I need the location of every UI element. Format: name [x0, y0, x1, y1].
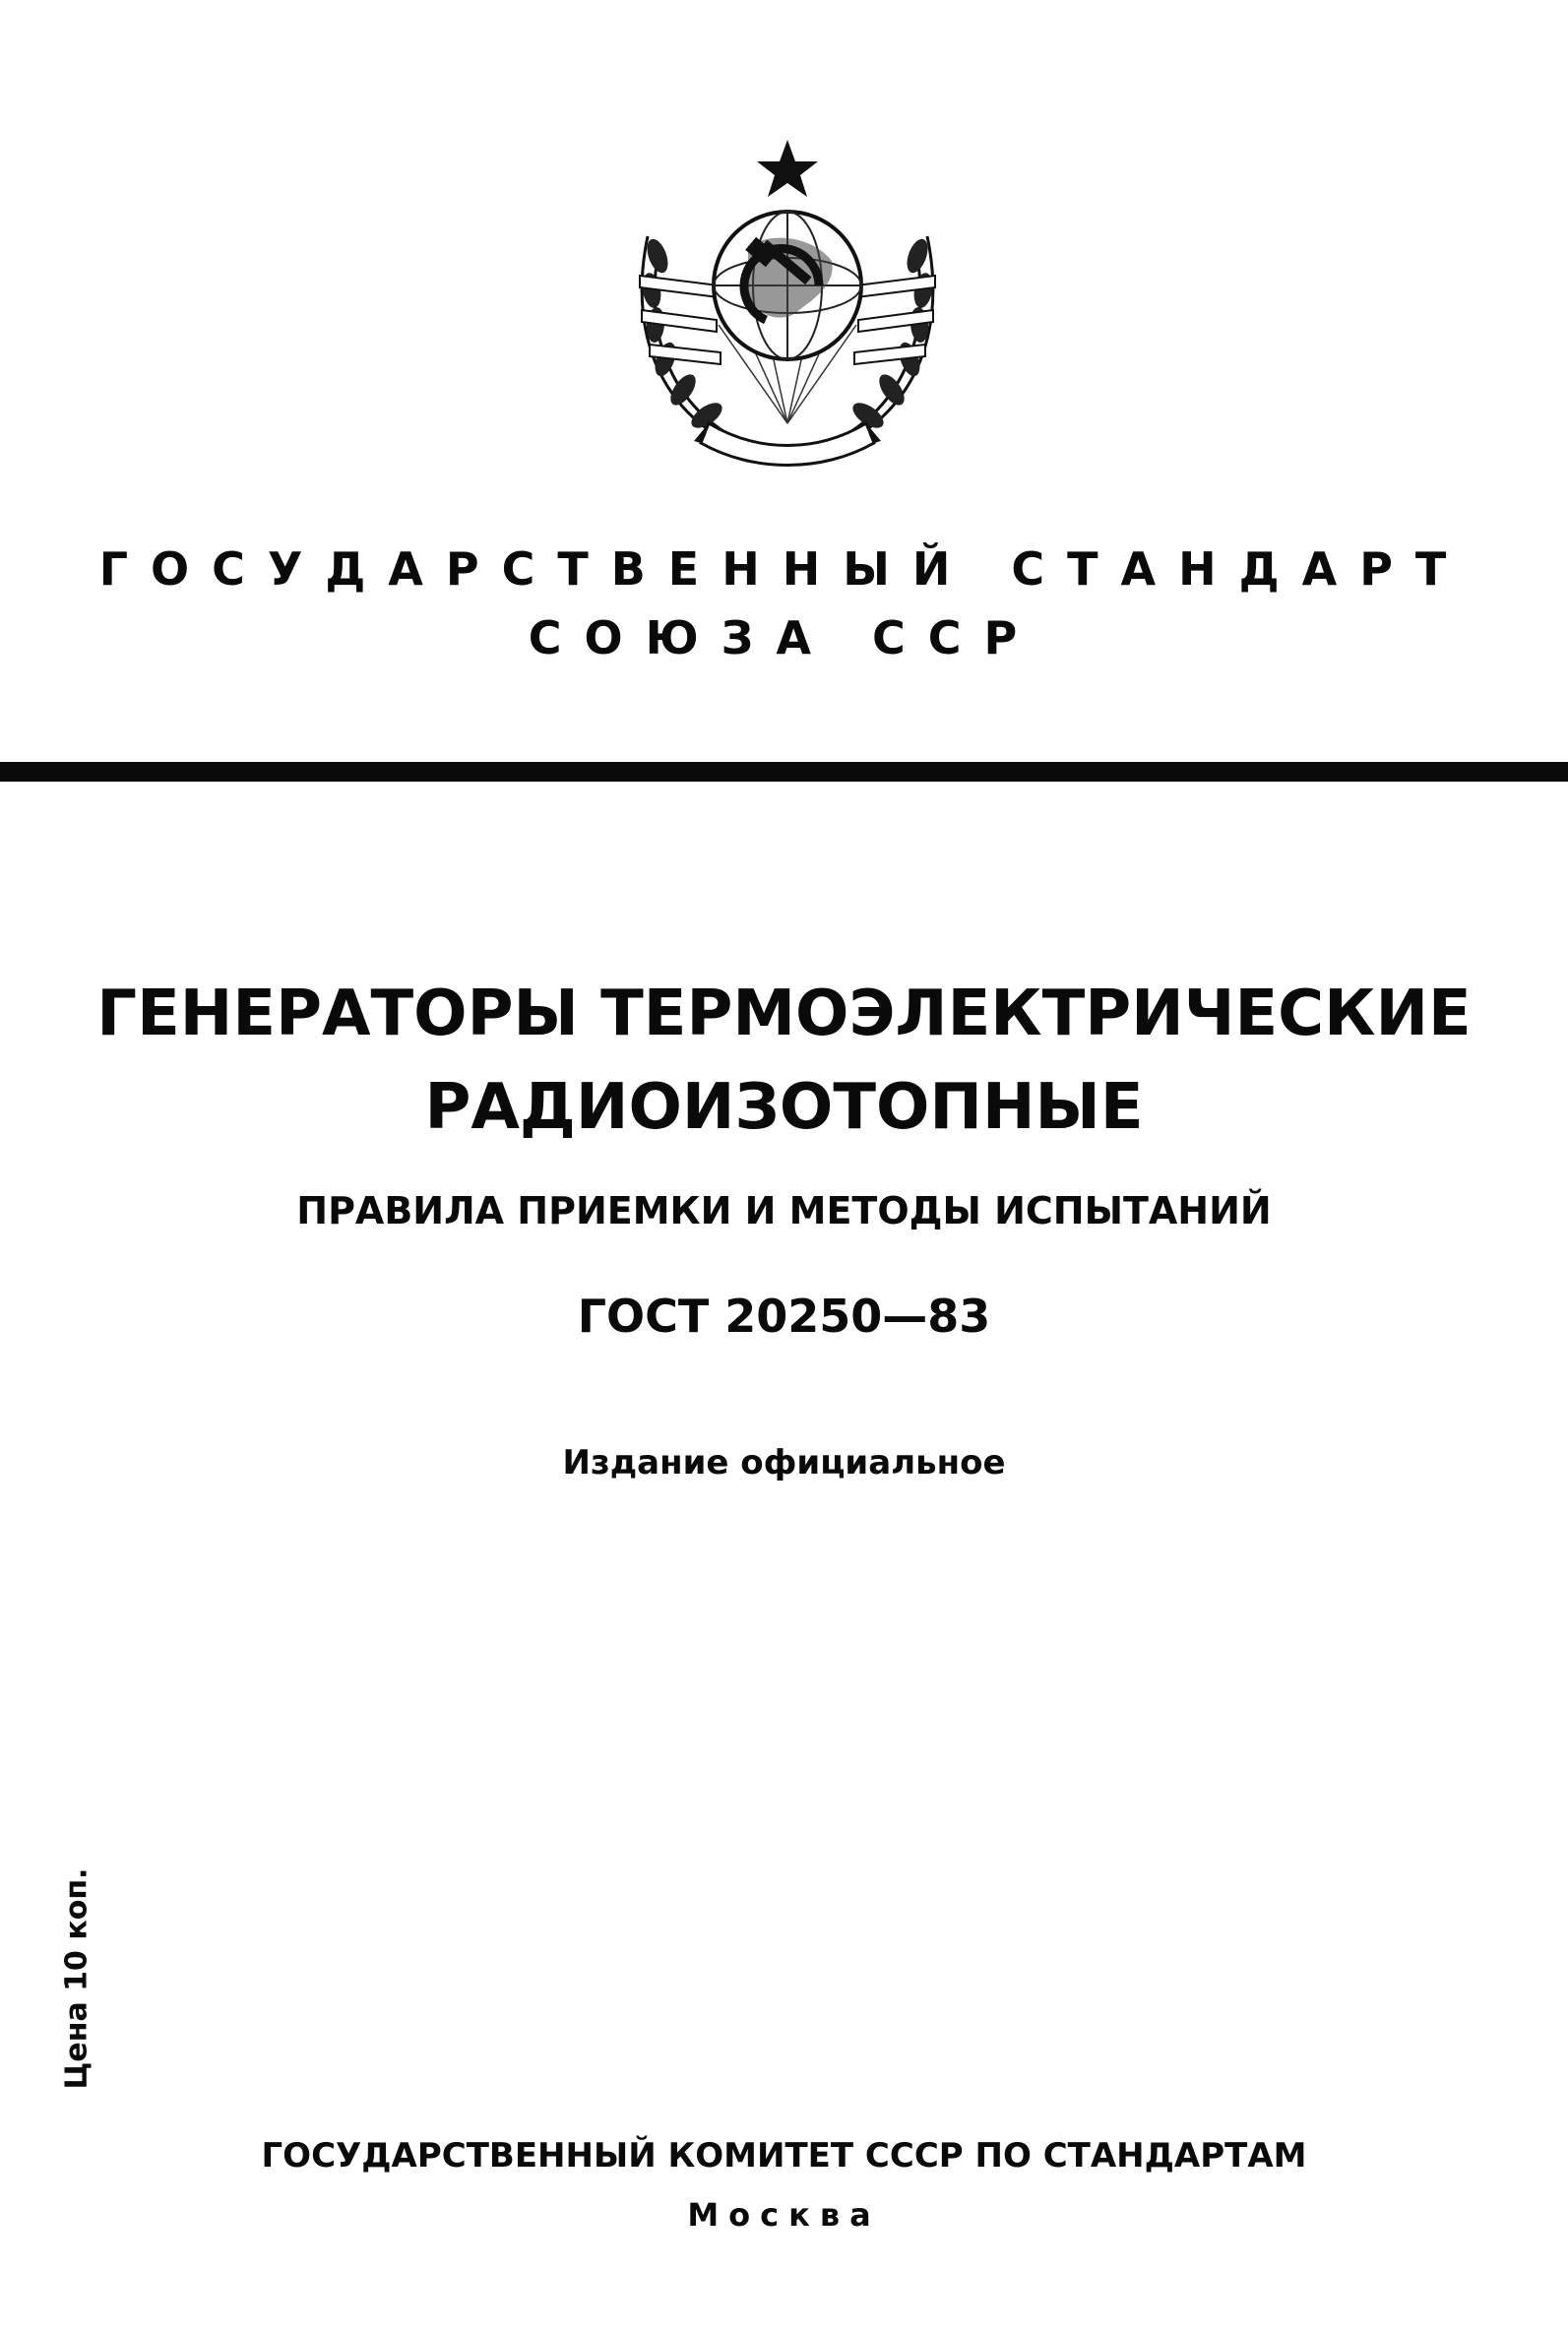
publisher-city: Москва: [687, 2196, 881, 2234]
header-line-1: ГОСУДАРСТВЕННЫЙ СТАНДАРТ: [98, 542, 1470, 596]
ussr-coat-of-arms-icon: [600, 128, 974, 502]
document-title-line-2: РАДИОИЗОТОПНЫЕ: [424, 1071, 1144, 1144]
standard-number: ГОСТ 20250—83: [577, 1290, 991, 1343]
document-subtitle: ПРАВИЛА ПРИЕМКИ И МЕТОДЫ ИСПЫТАНИЙ: [296, 1189, 1272, 1232]
edition-label: Издание официальное: [562, 1443, 1006, 1482]
header-line-2: СОЮЗА ССР: [528, 611, 1040, 664]
price-label: [57, 1861, 96, 2097]
horizontal-divider: [0, 762, 1568, 782]
publisher-name: ГОСУДАРСТВЕННЫЙ КОМИТЕТ СССР ПО СТАНДАРТАМ: [261, 2136, 1307, 2176]
price-text: Цена 10 коп.: [59, 1867, 94, 2090]
document-title-line-1: ГЕНЕРАТОРЫ ТЕРМОЭЛЕКТРИЧЕСКИЕ: [96, 978, 1472, 1050]
